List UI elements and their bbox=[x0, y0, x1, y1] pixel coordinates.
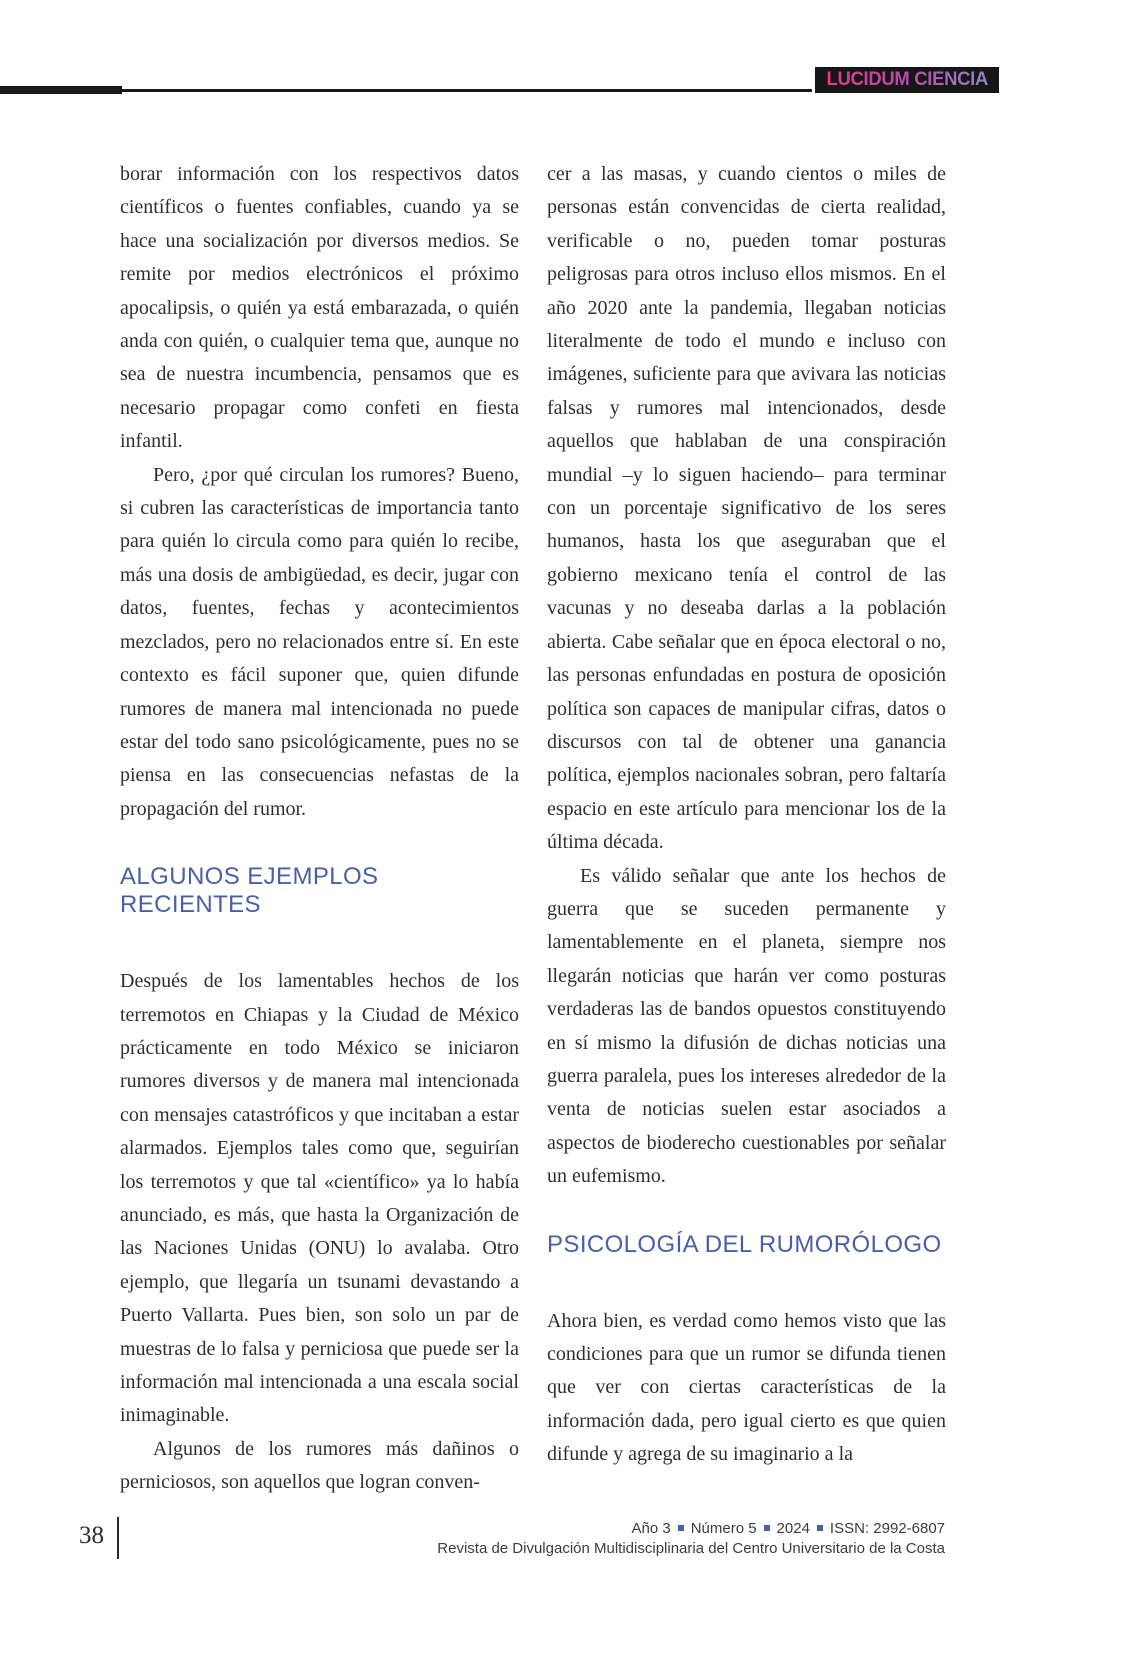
page-number-divider bbox=[117, 1517, 119, 1559]
journal-brand-text: LUCIDUM CIENCIA bbox=[825, 69, 988, 90]
issue-info-part: ISSN: 2992-6807 bbox=[829, 1520, 945, 1537]
journal-name: Revista de Divulgación Multidisciplinaria del Centro Universitario de la Costa bbox=[437, 1540, 945, 1557]
separator-square-icon bbox=[764, 1525, 770, 1531]
left-column bbox=[120, 158, 519, 1500]
journal-brand-box bbox=[815, 67, 1000, 93]
body-paragraph: Ahora bien, es verdad como hemos visto que las condiciones para que un rumor se difunda tienen que ver con ciertas características de la información dada, pero igual cierto es que quien difunde y agrega de su imaginario a la bbox=[547, 1309, 946, 1466]
separator-square-icon bbox=[678, 1525, 684, 1531]
section-heading: PSICOLOGÍA DEL RUMORÓLOGO bbox=[547, 1230, 942, 1258]
body-paragraph: borar información con los respectivos datos científicos o fuentes confiables, cuando ya se hace una socialización por diversos medios. Se remite por medios electrónicos el próximo apocalipsis, o quién ya está embarazada, o quién anda con quién, o cualquier tema que, aunque no sea de nuestra incumbencia, pensamos que es necesario propagar como confeti en fiesta infantil. bbox=[120, 163, 519, 453]
body-paragraph: Después de los lamentables hechos de los terremotos en Chiapas y la Ciudad de México prácticamente en todo México se iniciaron rumores diversos y de manera mal intencionada con mensajes catastróficos y que incitaban a estar alarmados. Ejemplos tales como que, seguirían los terremotos y que tal «científico» ya lo había anunciado, es más, que hasta la Organización de las Naciones Unidas (ONU) lo avalaba. Otro ejemplo, que llegaría un tsunami devastando a Puerto Vallarta. Pues bien, son solo un par de muestras de lo falsa y perniciosa que puede ser la información mal intencionada a una escala social inimaginable. bbox=[120, 970, 519, 1427]
body-paragraph: Es válido señalar que ante los hechos de guerra que se suceden permanente y lamentablemente en el planeta, siempre nos llegarán noticias que harán ver como posturas verdaderas las de bandos opuestos constituyendo en sí mismo la difusión de dichas noticias una guerra paralela, pues los intereses alrededor de la venta de noticias suelen estar asociados a aspectos de bioderecho cuestionables por señalar un eufemismo. bbox=[547, 864, 946, 1188]
issue-info-part: Año 3 bbox=[631, 1520, 671, 1537]
header-rule-thin bbox=[0, 89, 812, 92]
issue-info-part: Número 5 bbox=[690, 1520, 757, 1537]
page-number: 38 bbox=[79, 1522, 104, 1549]
issue-info bbox=[437, 1519, 945, 1539]
article-body bbox=[120, 158, 946, 1500]
body-paragraph: cer a las masas, y cuando cientos o miles de personas están convencidas de cierta realidad, verificable o no, pueden tomar posturas peligrosas para otros incluso ellos mismos. En el año 2020 ante la pandemia, llegaban noticias literalmente de todo el mundo e incluso con imágenes, suficiente para que avivara las noticias falsas y rumores mal intencionados, desde aquellos que hablaban de una conspiración mundial –y lo siguen haciendo– para terminar con un porcentaje significativo de los seres humanos, hasta los que aseguraban que el gobierno mexicano tenía el control de las vacunas y no deseaba darlas a la población abierta. Cabe señalar que en época electoral o no, las personas enfundadas en postura de oposición política son capaces de manipular cifras, datos o discursos con tal de obtener una ganancia política, ejemplos nacionales sobran, pero faltaría espacio en este artículo para mencionar los de la última década. bbox=[547, 163, 946, 854]
journal-imprint bbox=[437, 1519, 945, 1559]
issue-info-part: 2024 bbox=[776, 1520, 810, 1537]
separator-square-icon bbox=[817, 1525, 823, 1531]
section-heading: ALGUNOS EJEMPLOS RECIENTES bbox=[120, 863, 379, 919]
right-column bbox=[547, 158, 946, 1500]
body-paragraph: Algunos de los rumores más dañinos o perniciosos, son aquellos que logran conven- bbox=[120, 1437, 519, 1494]
body-paragraph: Pero, ¿por qué circulan los rumores? Bueno, si cubren las características de importancia tanto para quién lo circula como para quién lo recibe, más una dosis de ambigüedad, es decir, jugar con datos, fuentes, fechas y acontecimientos mezclados, pero no relacionados entre sí. En este contexto es fácil suponer que, quien difunde rumores de manera mal intencionada no puede estar del todo sano psicológicamente, pues no se piensa en las consecuencias nefastas de la propagación del rumor. bbox=[120, 463, 519, 820]
